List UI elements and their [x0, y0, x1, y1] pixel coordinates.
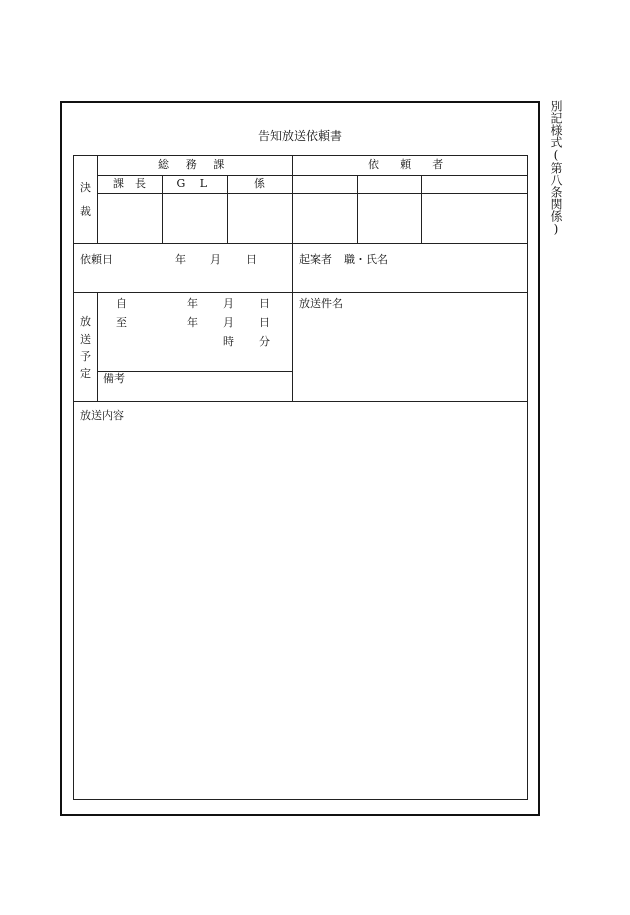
line-request-divider: [292, 243, 293, 292]
col-kakari: 係: [254, 177, 265, 190]
schedule-to-year: 年: [187, 316, 198, 329]
schedule-from-label: 自: [116, 297, 127, 310]
requester-header: 依 頼 者: [368, 158, 452, 171]
broadcast-content-label: 放送内容: [80, 409, 124, 422]
schedule-from-year: 年: [187, 297, 198, 310]
drafter-label: 起案者: [299, 253, 332, 266]
line-schedule-label: [97, 292, 98, 401]
request-year-label: 年: [175, 253, 186, 266]
form-title: 告知放送依頼書: [257, 129, 342, 143]
request-month-label: 月: [210, 253, 221, 266]
soumu-header: 総 務 課: [158, 158, 231, 171]
remarks-label: 備考: [103, 372, 125, 385]
line-request-bottom: [73, 292, 528, 293]
drafter-title-name-label: 職・氏名: [344, 253, 388, 266]
approval-label-sai: 裁: [80, 205, 91, 218]
line-col-req-2: [357, 175, 358, 243]
schedule-to-label: 至: [116, 316, 127, 329]
broadcast-name-label: 放送件名: [299, 297, 343, 310]
schedule-to-day: 日: [259, 316, 270, 329]
col-kachou: 課 長: [113, 177, 146, 190]
line-schedule-bottom: [73, 401, 528, 402]
schedule-to-month: 月: [223, 316, 234, 329]
schedule-minute: 分: [259, 335, 270, 348]
schedule-from-day: 日: [259, 297, 270, 310]
line-col-req-3: [421, 175, 422, 243]
approval-label-ketsu: 決: [80, 181, 91, 194]
line-approval-bottom: [73, 243, 528, 244]
col-gl: G L: [176, 177, 213, 190]
schedule-label-hou: 放: [80, 315, 91, 328]
schedule-label-yo: 予: [80, 350, 91, 363]
form-table: [73, 155, 528, 800]
form-side-label: 別記様式(第八条関係): [549, 100, 563, 236]
schedule-label-tei: 定: [80, 367, 91, 380]
schedule-label-sou: 送: [80, 333, 91, 346]
schedule-hour: 時: [223, 335, 234, 348]
request-day-label: 日: [246, 253, 257, 266]
schedule-from-month: 月: [223, 297, 234, 310]
line-schedule-divider: [292, 292, 293, 401]
line-remarks-top: [97, 371, 292, 372]
request-date-label: 依頼日: [80, 253, 113, 266]
